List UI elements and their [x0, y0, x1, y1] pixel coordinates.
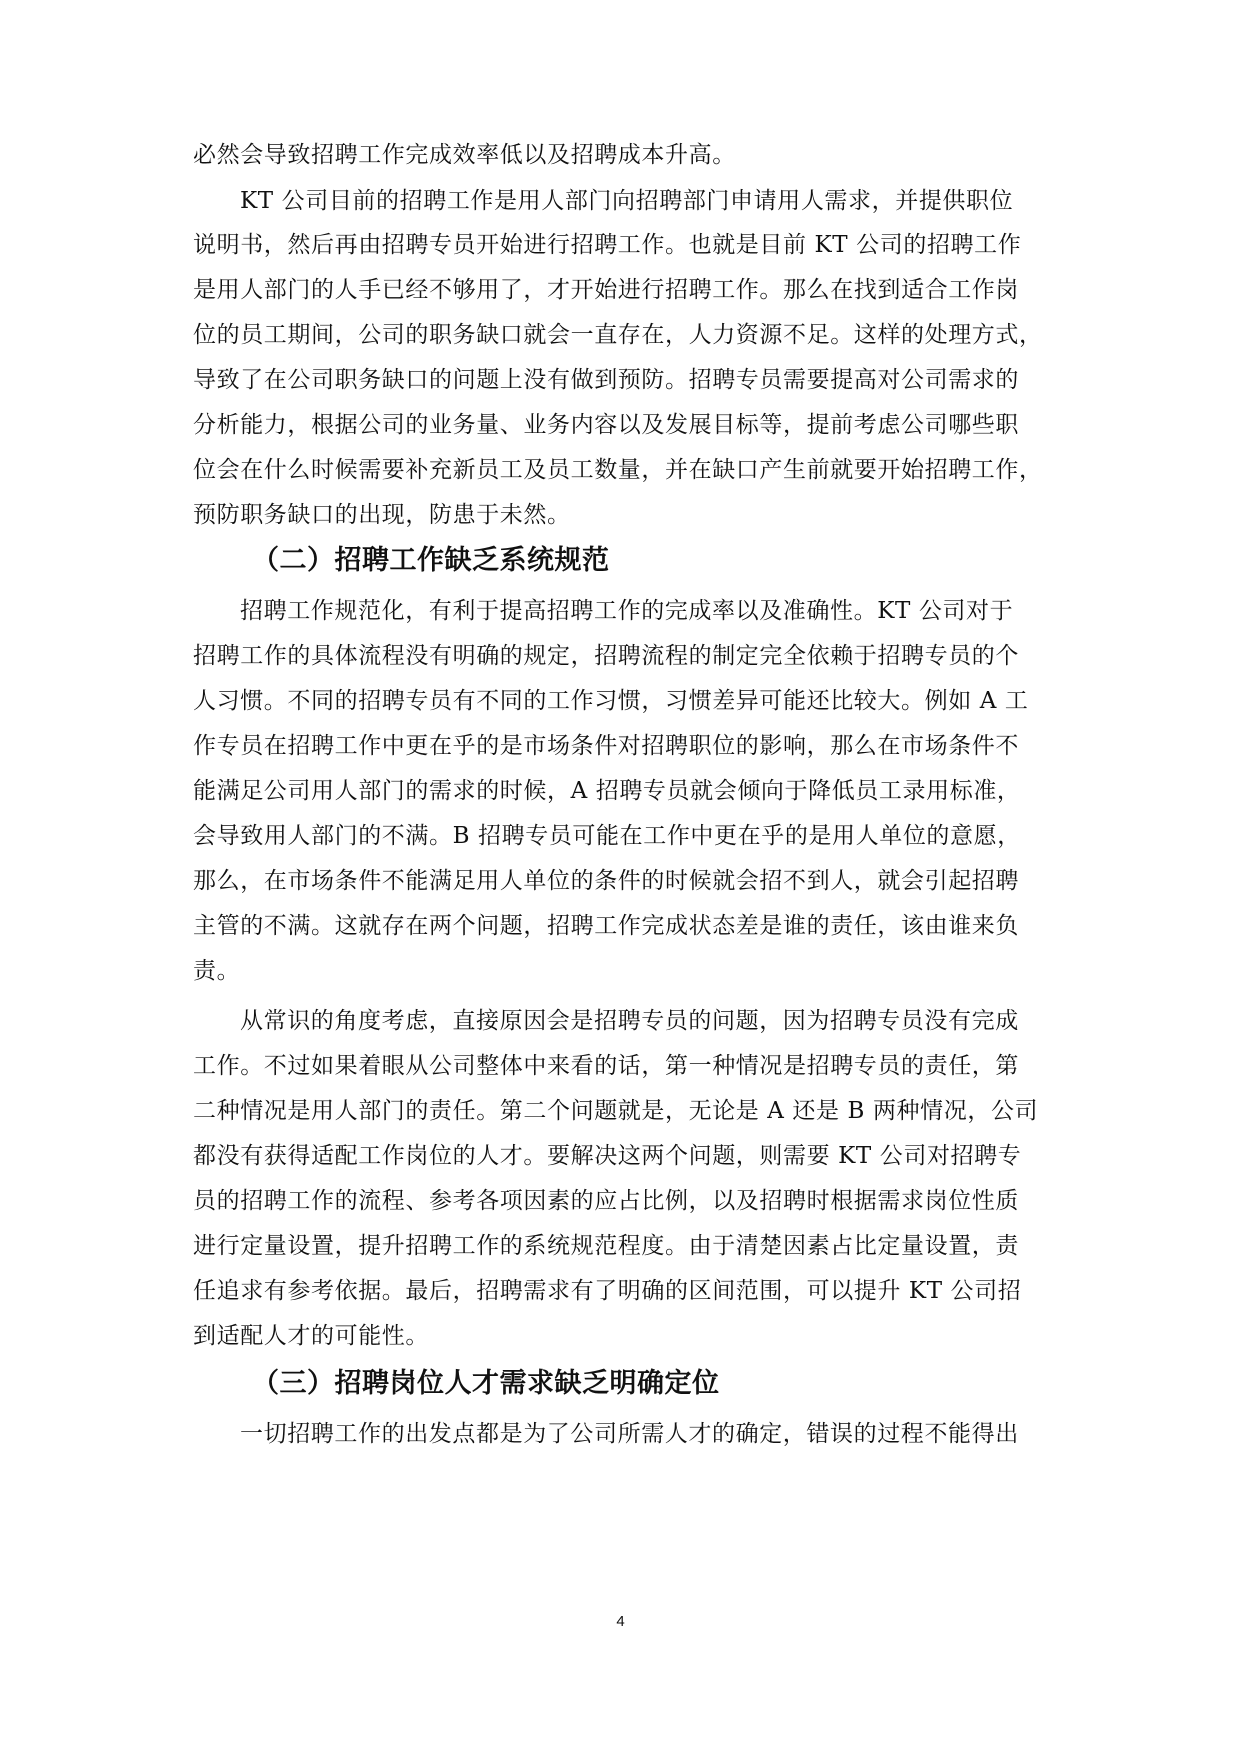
body-text-line: 从常识的角度考虑，直接原因会是招聘专员的问题，因为招聘专员没有完成 [240, 1008, 1019, 1034]
body-text-line: 进行定量设置，提升招聘工作的系统规范程度。由于清楚因素占比定量设置，责 [193, 1233, 1019, 1259]
body-text-line: 位的员工期间，公司的职务缺口就会一直存在，人力资源不足。这样的处理方式， [193, 322, 1043, 348]
body-text-line: 工作。不过如果着眼从公司整体中来看的话，第一种情况是招聘专员的责任，第 [193, 1053, 1019, 1079]
body-text-line: 人习惯。不同的招聘专员有不同的工作习惯，习惯差异可能还比较大。例如 A 工 [193, 688, 1029, 714]
body-text-line: 是用人部门的人手已经不够用了，才开始进行招聘工作。那么在找到适合工作岗 [193, 277, 1019, 303]
body-text-line: 预防职务缺口的出现，防患于未然。 [193, 502, 571, 528]
body-text-line: 员的招聘工作的流程、参考各项因素的应占比例，以及招聘时根据需求岗位性质 [193, 1188, 1019, 1214]
body-text-line: 主管的不满。这就存在两个问题，招聘工作完成状态差是谁的责任，该由谁来负 [193, 913, 1019, 939]
body-text-line: 作专员在招聘工作中更在乎的是市场条件对招聘职位的影响，那么在市场条件不 [193, 733, 1019, 759]
body-text-line: 到适配人才的可能性。 [193, 1323, 429, 1349]
body-text-line: 招聘工作规范化，有利于提高招聘工作的完成率以及准确性。KT 公司对于 [240, 598, 1014, 624]
page-number: 4 [616, 1613, 625, 1630]
body-text-line: 会导致用人部门的不满。B 招聘专员可能在工作中更在乎的是用人单位的意愿， [193, 823, 1021, 849]
body-text-line: 导致了在公司职务缺口的问题上没有做到预防。招聘专员需要提高对公司需求的 [193, 367, 1019, 393]
body-text-line: 那么，在市场条件不能满足用人单位的条件的时候就会招不到人，就会引起招聘 [193, 868, 1019, 894]
body-text-line: 招聘工作的具体流程没有明确的规定，招聘流程的制定完全依赖于招聘专员的个 [193, 643, 1019, 669]
body-text-line: KT 公司目前的招聘工作是用人部门向招聘部门申请用人需求，并提供职位 [240, 188, 1014, 214]
section-heading: （二）招聘工作缺乏系统规范 [252, 545, 610, 576]
body-text-line: 责。 [193, 958, 241, 984]
body-text-line: 分析能力，根据公司的业务量、业务内容以及发展目标等，提前考虑公司哪些职 [193, 412, 1019, 438]
body-text-line: 一切招聘工作的出发点都是为了公司所需人才的确定，错误的过程不能得出 [240, 1421, 1019, 1447]
body-text-line: 能满足公司用人部门的需求的时候，A 招聘专员就会倾向于降低员工录用标准， [193, 778, 1021, 804]
body-text-line: 任追求有参考依据。最后，招聘需求有了明确的区间范围，可以提升 KT 公司招 [193, 1278, 1022, 1304]
section-heading: （三）招聘岗位人才需求缺乏明确定位 [252, 1368, 720, 1399]
body-text-line: 都没有获得适配工作岗位的人才。要解决这两个问题，则需要 KT 公司对招聘专 [193, 1143, 1022, 1169]
body-text-line: 说明书，然后再由招聘专员开始进行招聘工作。也就是目前 KT 公司的招聘工作 [193, 232, 1022, 258]
body-text-line: 必然会导致招聘工作完成效率低以及招聘成本升高。 [193, 142, 736, 168]
body-text-line: 位会在什么时候需要补充新员工及员工数量，并在缺口产生前就要开始招聘工作， [193, 457, 1043, 483]
body-text-line: 二种情况是用人部门的责任。第二个问题就是，无论是 A 还是 B 两种情况，公司 [193, 1098, 1039, 1124]
